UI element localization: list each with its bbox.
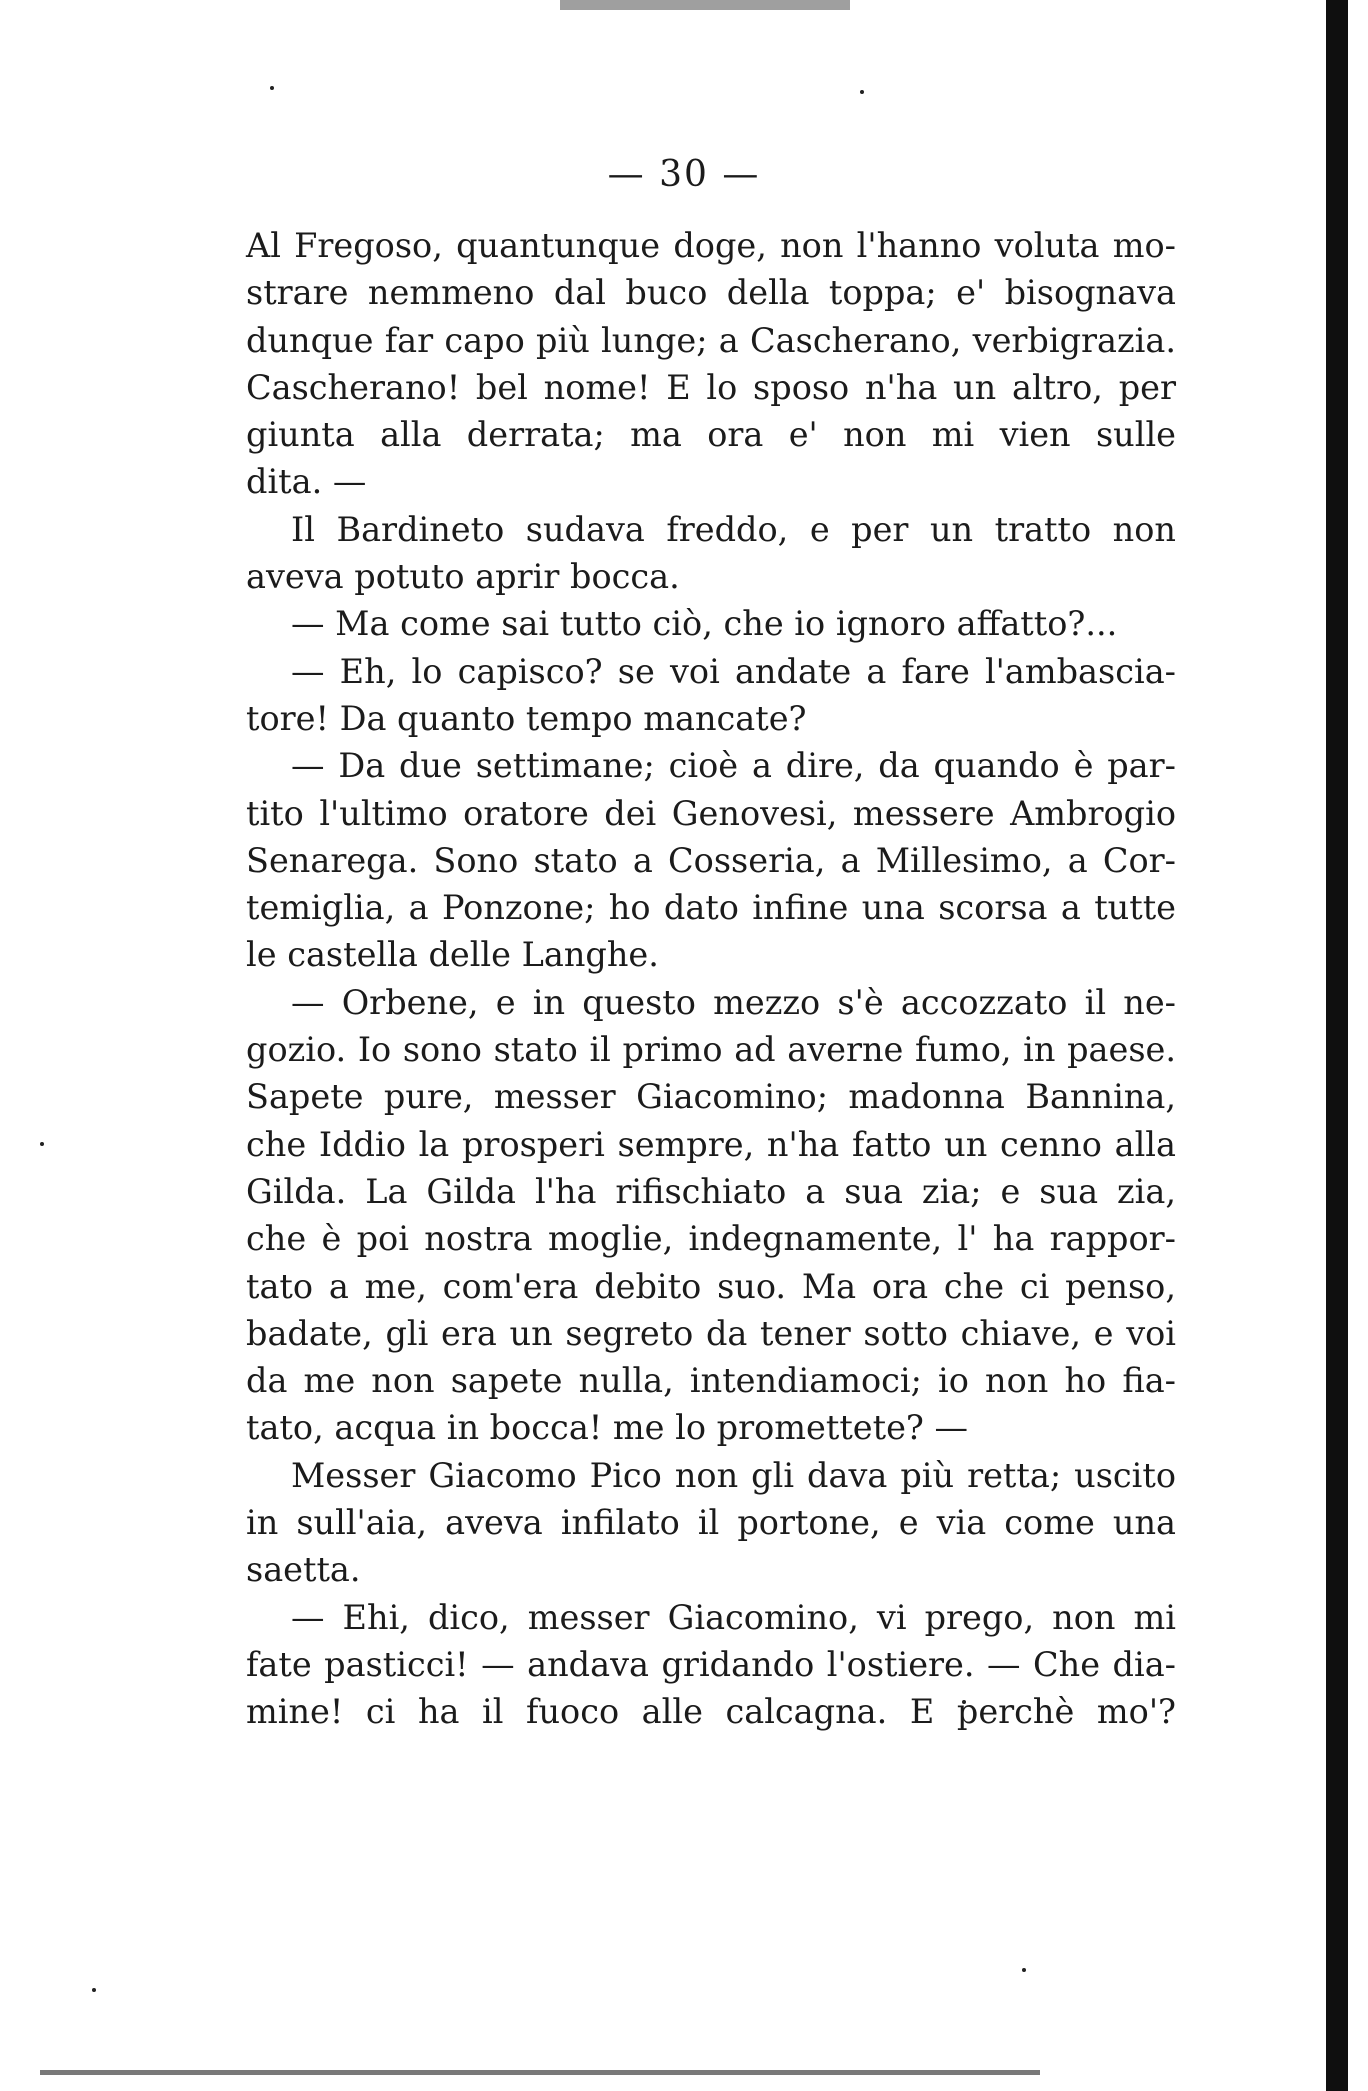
text-line: Al Fregoso, quantunque doge, non l'hanno voluta mo-: [246, 226, 1176, 265]
page-number: — 30 —: [607, 154, 761, 195]
text-line: Sapete pure, messer Giacomino; madonna Bannina,: [246, 1077, 1176, 1117]
scan-edge-bottom: [40, 2070, 1040, 2075]
text-line: mine! ci ha il fuoco alle calcagna. E perchè mo'?: [246, 1692, 1176, 1732]
text-line: tito l'ultimo oratore dei Genovesi, messere Ambrogio: [246, 793, 1176, 833]
text-line: Cascherano! bel nome! E lo sposo n'ha un altro, per: [246, 367, 1176, 407]
text-line: tato, acqua in bocca! me lo promettete? —: [246, 1408, 969, 1448]
text-line: strare nemmeno dal buco della toppa; e' bisognava: [246, 273, 1176, 313]
text-line: — Eh, lo capisco? se voi andate a fare l'ambascia-: [291, 651, 1176, 691]
scan-edge-right: [1326, 0, 1348, 2091]
text-line: temiglia, a Ponzone; ho dato infine una scorsa a tutte: [246, 888, 1176, 928]
scan-speck: [1022, 1968, 1026, 1972]
text-line: tato a me, com'era debito suo. Ma ora che ci penso,: [246, 1266, 1176, 1306]
text-line: Messer Giacomo Pico non gli dava più retta; uscito: [291, 1455, 1176, 1495]
text-line: gozio. Io sono stato il primo ad averne fumo, in paese.: [246, 1030, 1176, 1070]
text-line: — Orbene, e in questo mezzo s'è accozzato il ne-: [291, 982, 1176, 1022]
scan-speck: [40, 1142, 44, 1146]
text-line: le castella delle Langhe.: [246, 935, 659, 975]
scan-edge-top: [560, 0, 850, 10]
text-line: da me non sapete nulla, intendiamoci; io non ho fia-: [246, 1361, 1176, 1401]
text-line: badate, gli era un segreto da tener sotto chiave, e voi: [246, 1313, 1176, 1353]
text-line: che è poi nostra moglie, indegnamente, l' ha rappor-: [246, 1219, 1176, 1259]
text-line: — Ma come sai tutto ciò, che io ignoro affatto?...: [291, 604, 1118, 644]
text-line: Gilda. La Gilda l'ha rifischiato a sua zia; e sua zia,: [246, 1171, 1176, 1211]
text-line: che Iddio la prosperi sempre, n'ha fatto un cenno alla: [246, 1124, 1176, 1164]
scan-speck: [860, 90, 864, 94]
text-line: — Ehi, dico, messer Giacomino, vi prego, non mi: [291, 1597, 1176, 1637]
text-line: in sull'aia, aveva infilato il portone, e via come una: [246, 1503, 1176, 1543]
text-line: Senarega. Sono stato a Cosseria, a Millesimo, a Cor-: [246, 840, 1176, 880]
text-line: dunque far capo più lunge; a Cascherano, verbigrazia.: [246, 320, 1176, 360]
text-line: fate pasticci! — andava gridando l'ostiere. — Che dia-: [246, 1644, 1176, 1684]
text-line: dita. —: [246, 462, 367, 502]
body-text: [246, 222, 1176, 1736]
text-line: Il Bardineto sudava freddo, e per un tratto non: [291, 509, 1176, 549]
text-line: tore! Da quanto tempo mancate?: [246, 698, 807, 738]
text-line: — Da due settimane; cioè a dire, da quando è par-: [291, 746, 1176, 786]
scan-speck: [92, 1988, 96, 1992]
text-line: saetta.: [246, 1550, 361, 1590]
scan-speck: [270, 86, 274, 90]
text-line: aveva potuto aprir bocca.: [246, 557, 680, 597]
text-line: giunta alla derrata; ma ora e' non mi vien sulle: [246, 415, 1176, 455]
